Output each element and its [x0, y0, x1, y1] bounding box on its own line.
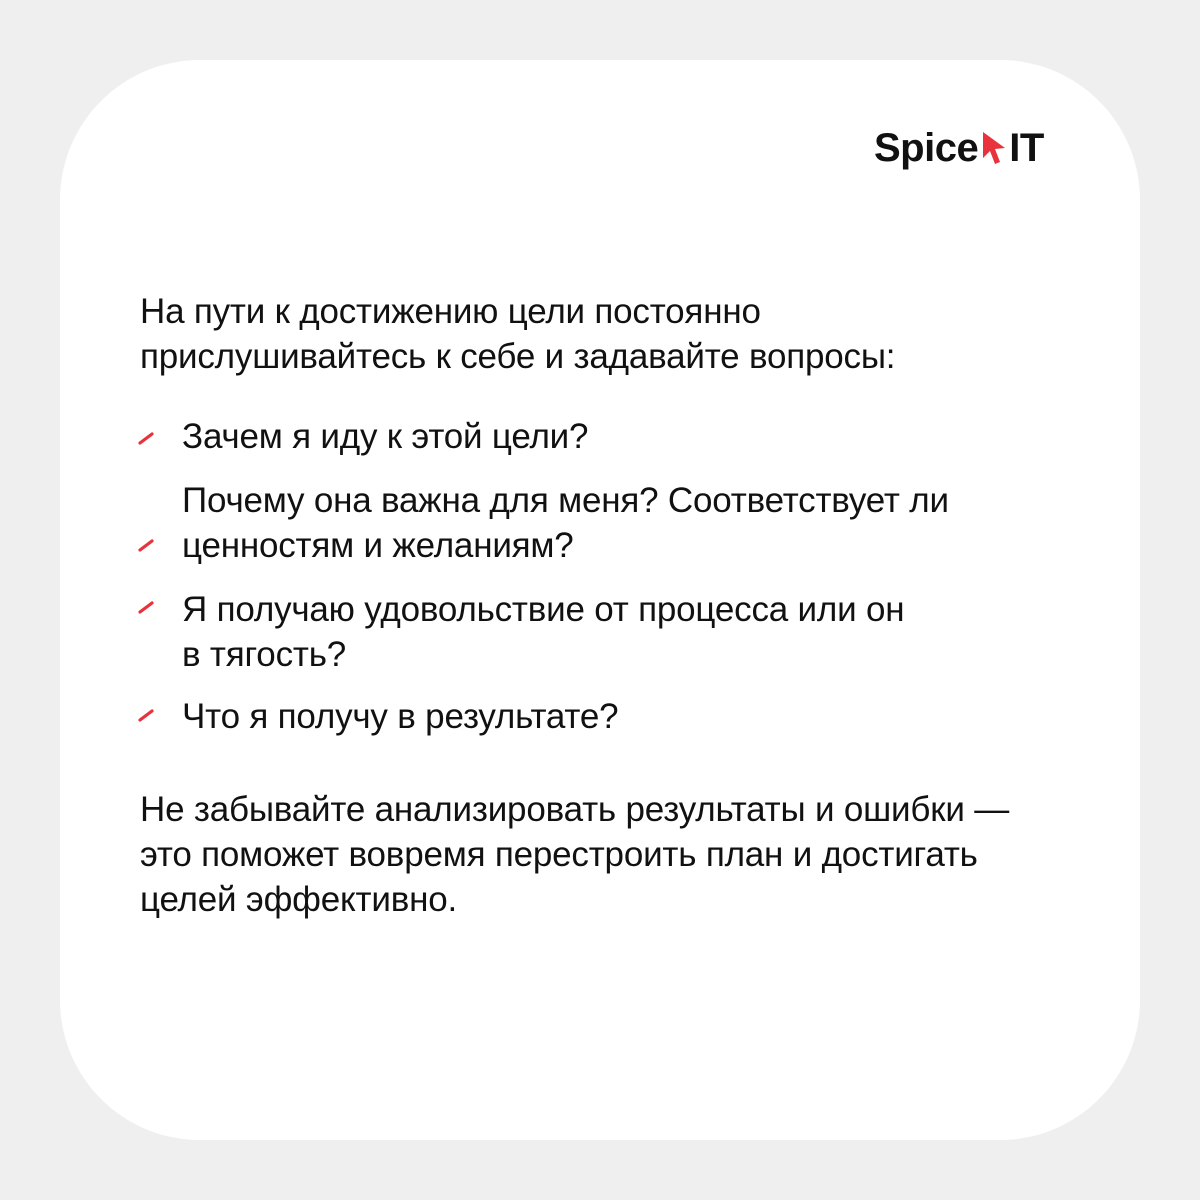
outro-line: целей эффективно.	[140, 880, 458, 919]
question-line: ценностям и желаниям?	[182, 526, 574, 565]
question-text	[182, 414, 588, 459]
outro-paragraph	[140, 787, 1100, 922]
check-stroke-icon	[138, 600, 154, 614]
cursor-arrow-icon	[981, 130, 1007, 166]
intro-paragraph	[140, 289, 1040, 379]
question-text	[182, 587, 904, 677]
outro-line: это поможет вовремя перестроить план и достигать	[140, 835, 978, 874]
question-line: в тягость?	[182, 635, 346, 674]
check-stroke-icon	[138, 431, 154, 445]
check-stroke-icon	[138, 708, 154, 722]
brand-name-right: IT	[1009, 125, 1044, 170]
question-text	[182, 694, 618, 739]
content-card	[60, 60, 1140, 1140]
outro-line: Не забывайте анализировать результаты и ошибки —	[140, 790, 1009, 829]
question-line: Что я получу в результате?	[182, 697, 619, 736]
intro-line: прислушивайтесь к себе и задавайте вопросы:	[140, 337, 896, 376]
check-stroke-icon	[138, 538, 154, 552]
brand-name-left: Spice	[874, 125, 979, 170]
question-line: Почему она важна для меня? Соответствует ли	[182, 481, 949, 520]
question-text	[182, 478, 949, 568]
intro-line: На пути к достижению цели постоянно	[140, 292, 761, 331]
question-line: Зачем я иду к этой цели?	[182, 417, 589, 456]
brand-logo	[874, 126, 1044, 170]
question-line: Я получаю удовольствие от процесса или он	[182, 590, 905, 629]
